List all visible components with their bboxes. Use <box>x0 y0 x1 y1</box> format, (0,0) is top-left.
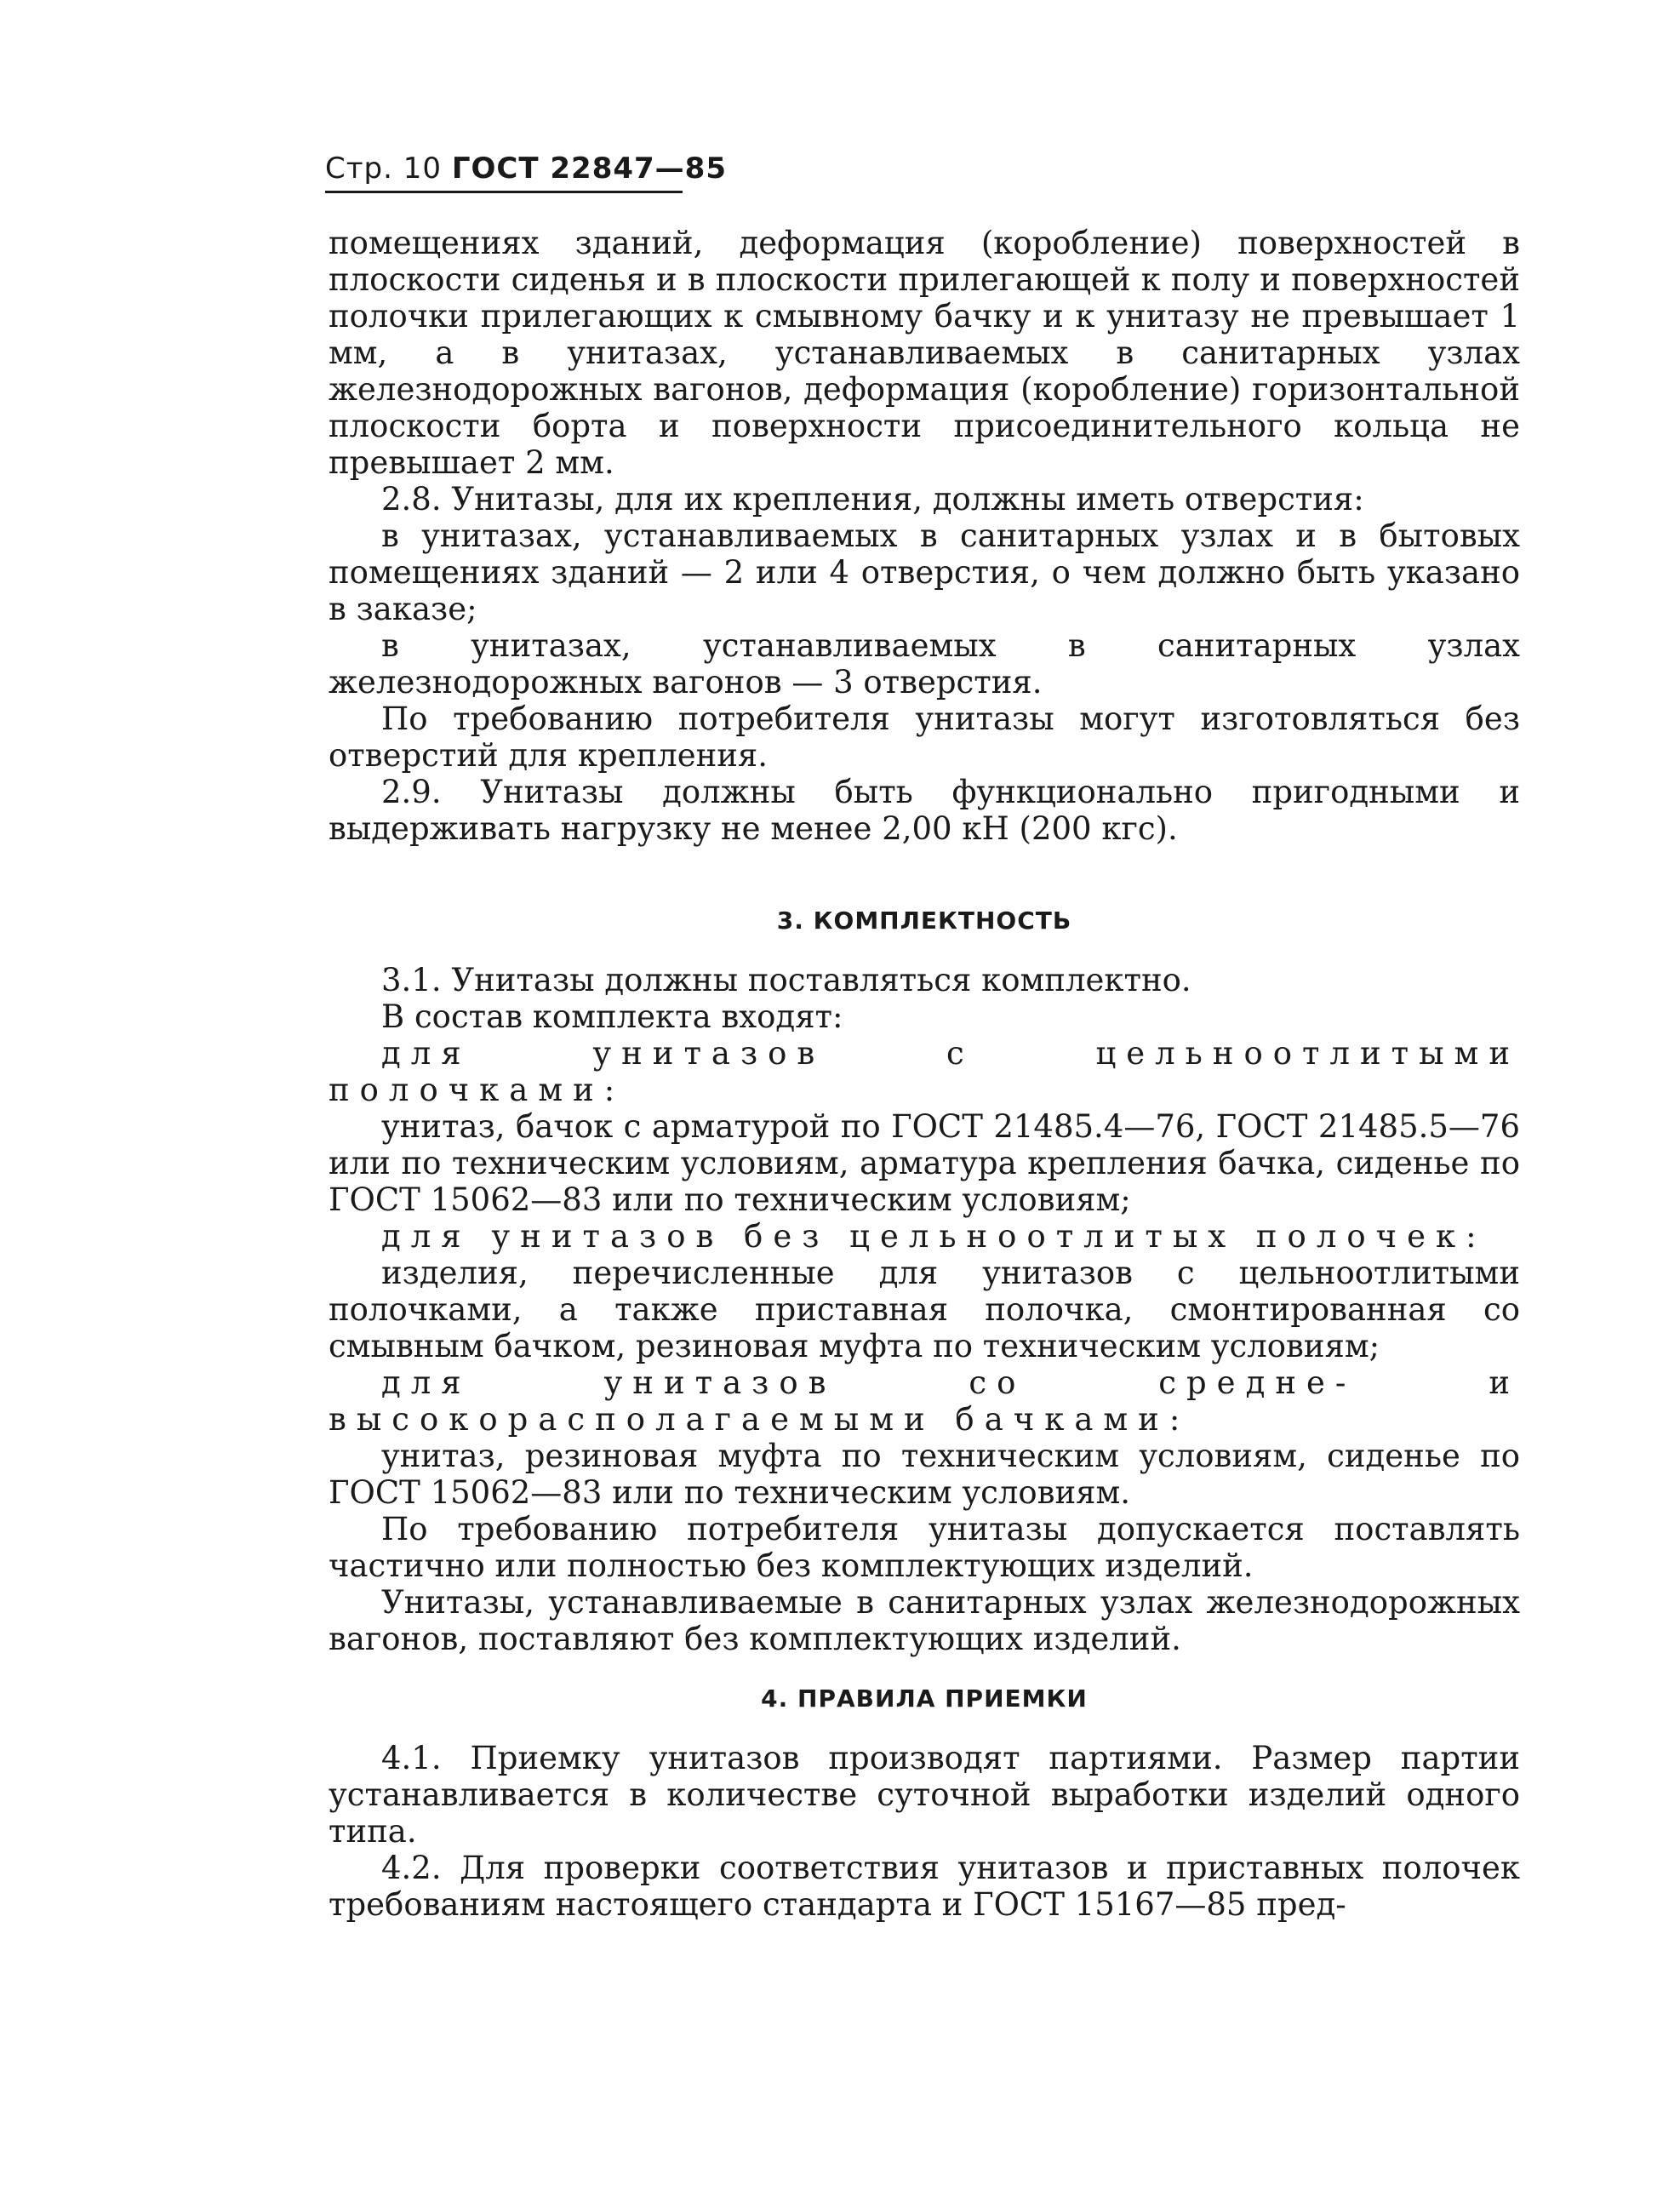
paragraph-2-8-a: в унитазах, устанавливаемых в санитарных узлах и в бытовых помещениях зданий — 2 или 4 отверстия, о чем должно быть указано в заказе; <box>329 518 1520 627</box>
paragraph-2-8: 2.8. Унитазы, для их крепления, должны иметь отверстия: <box>381 481 1364 518</box>
header-text <box>325 152 727 186</box>
paragraph-2-8-b: в унитазах, устанавливаемых в санитарных узлах железнодорожных вагонов — 3 отверстия. <box>329 627 1520 701</box>
section-4-body <box>329 1740 1520 1923</box>
paragraph-no-cast-shelves: изделия, перечисленные для унитазов с цельноотлитыми полочками, а также приставная полочка, смонтированная со смывным бачком, резиновая муфта по техническим условиям; <box>329 1255 1520 1364</box>
section-4-heading: 4. ПРАВИЛА ПРИЕМКИ <box>761 1684 1088 1713</box>
paragraph-railway: Унитазы, устанавливаемые в санитарных узлах железнодорожных вагонов, поставляют без комплектующих изделий. <box>329 1584 1520 1657</box>
paragraph-4-2: 4.2. Для проверки соответствия унитазов и приставных полочек требованиям настоящего стандарта и ГОСТ 15167—85 пред- <box>329 1850 1520 1923</box>
paragraph-3-1: 3.1. Унитазы должны поставляться комплектно. <box>381 962 1191 998</box>
paragraph-2-8-c: По требованию потребителя унитазы могут изготовляться без отверстий для крепления. <box>329 701 1520 774</box>
paragraph-2-7-continued: помещениях зданий, деформация (коробление) поверхностей в плоскости сиденья и в плоскости прилегающей к полу и поверхностей полочки прилегающих к смывному бачку и к унитазу не превышает 1 мм, а в унитазах, устанавливаемых в санитарных узлах железнодорожных вагонов, деформация (коробление) горизонтальной плоскости борта и поверхности присоединительного кольца не превышает 2 мм. <box>329 225 1520 481</box>
subheading-cast-shelves: для унитазов с цельноотлитыми полочками: <box>329 1035 1520 1108</box>
paragraph-2-9: 2.9. Унитазы должны быть функционально пригодными и выдерживать нагрузку не менее 2,00 кН (200 кгс). <box>329 774 1520 847</box>
subheading-no-cast-shelves: для унитазов без цельноотлитых полочек: <box>381 1218 1487 1255</box>
paragraph-cast-shelves: унитаз, бачок с арматурой по ГОСТ 21485.4—76, ГОСТ 21485.5—76 или по техническим условиям, арматура крепления бачка, сиденье по ГОСТ 15062—83 или по техническим условиям; <box>329 1108 1520 1218</box>
header-underline <box>325 191 683 193</box>
page-number-label: Стр. 10 <box>325 152 443 186</box>
subheading-high-tanks: для унитазов со средне- и высокорасполагаемыми бачками: <box>329 1364 1520 1438</box>
paragraph-includes: В состав комплекта входят: <box>381 998 843 1035</box>
paragraph-partial-delivery: По требованию потребителя унитазы допускается поставлять частично или полностью без комплектующих изделий. <box>329 1511 1520 1584</box>
standard-number: ГОСТ 22847—85 <box>451 152 727 186</box>
section-3-body <box>329 962 1520 1657</box>
page-header <box>325 152 727 203</box>
section-2-continued <box>329 225 1520 847</box>
paragraph-high-tanks: унитаз, резиновая муфта по техническим условиям, сиденье по ГОСТ 15062—83 или по техническим условиям. <box>329 1438 1520 1511</box>
paragraph-4-1: 4.1. Приемку унитазов производят партиями. Размер партии устанавливается в количестве суточной выработки изделий одного типа. <box>329 1740 1520 1850</box>
section-3-heading: 3. КОМПЛЕКТНОСТЬ <box>776 907 1072 935</box>
